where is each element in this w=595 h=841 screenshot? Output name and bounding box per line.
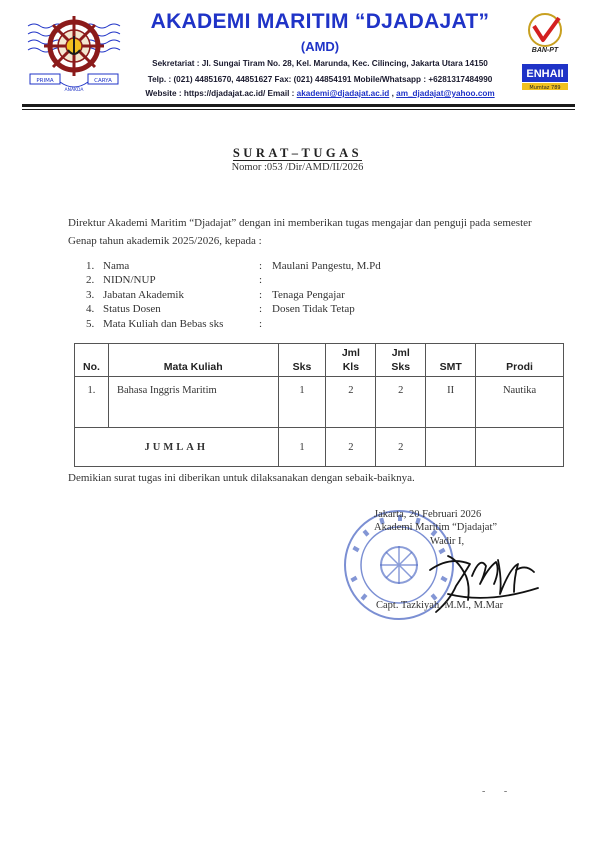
institution-abbreviation: (AMD)	[300, 39, 340, 54]
total-jml-sks: 2	[376, 428, 426, 467]
cell-jml-kls: 2	[326, 377, 376, 428]
field-colon: :	[259, 303, 263, 315]
signature-position: Wadir I,	[430, 536, 465, 547]
field-number: 2.	[86, 274, 95, 286]
document-title-text: SURAT–TUGAS	[232, 146, 363, 160]
header-jml-kls: Jml Kls	[326, 344, 376, 377]
email-link-primary[interactable]: akademi@djadajat.ac.id	[296, 89, 390, 98]
cell-mata-kuliah: Bahasa Inggris Maritim	[108, 377, 278, 428]
accreditation-badge-text: ENHAII	[526, 68, 564, 80]
total-empty	[426, 428, 476, 467]
header-jml-sks: Jml Sks	[376, 344, 426, 377]
header-prodi: Prodi	[476, 344, 564, 377]
accreditation-sub-text: Mumtaz 789	[529, 85, 561, 91]
intro-paragraph: Direktur Akademi Maritim “Djadajat” dengan ini memberikan tugas mengajar dan penguji pada semester Genap tahun akademik 2025/2026, kepada :	[68, 217, 532, 247]
field-number: 1.	[86, 260, 95, 272]
total-empty	[476, 428, 564, 467]
field-number: 4.	[86, 303, 95, 315]
cell-jml-sks: 2	[376, 377, 426, 428]
website-label: Website : https://djadajat.ac.id/ Email :	[145, 89, 297, 98]
assignment-table	[74, 343, 564, 467]
header-mata-kuliah: Mata Kuliah	[108, 344, 278, 377]
address-line: Sekretariat : Jl. Sungai Tiram No. 28, Kel. Marunda, Kec. Cilincing, Jakarta Utara 14150	[152, 59, 488, 68]
signature-place-date: Jakarta, 20 Februari 2026	[374, 509, 482, 520]
logo-ribbon-right-text: CARYA	[94, 78, 112, 84]
signatory-name: Capt. Tazkiyah, M.M., M.Mar	[376, 600, 504, 611]
institution-logo-icon	[22, 8, 126, 94]
institution-name: AKADEMI MARITIM “DJADAJAT”	[150, 10, 490, 33]
header-no: No.	[75, 344, 109, 377]
letterhead-divider	[22, 104, 575, 107]
signature-institution: Akademi Maritim “Djadajat”	[374, 522, 498, 533]
accreditation-logo-icon	[514, 10, 576, 102]
field-label-nidn: NIDN/NUP	[103, 274, 156, 286]
cell-prodi: Nautika	[476, 377, 564, 428]
document-title	[0, 146, 595, 161]
page-footer-marks: - -	[482, 786, 516, 797]
field-colon: :	[259, 260, 263, 272]
document-number: Nomor :053 /Dir/AMD/II/2026	[231, 162, 364, 173]
table-row	[75, 377, 564, 428]
field-value-nama: Maulani Pangestu, M.Pd	[272, 260, 381, 272]
closing-paragraph: Demikian surat tugas ini diberikan untuk dilaksanakan dengan sebaik-baiknya.	[68, 472, 415, 484]
field-label-status: Status Dosen	[103, 303, 161, 315]
field-label-jabatan: Jabatan Akademik	[103, 289, 184, 301]
cell-smt: II	[426, 377, 476, 428]
field-number: 5.	[86, 318, 95, 330]
total-jml-kls: 2	[326, 428, 376, 467]
email-separator: ,	[389, 89, 397, 98]
field-value-status: Dosen Tidak Tetap	[272, 303, 355, 315]
contact-line	[128, 89, 512, 98]
cell-no: 1.	[75, 377, 109, 428]
accreditation-label: BAN-PT	[531, 47, 559, 54]
field-colon: :	[259, 318, 263, 330]
field-label-nama: Nama	[103, 260, 130, 272]
table-header-row	[75, 344, 564, 377]
total-sks: 1	[278, 428, 326, 467]
field-colon: :	[259, 289, 263, 301]
field-value-jabatan: Tenaga Pengajar	[272, 289, 345, 301]
email-link-secondary[interactable]: am_djadajat@yahoo.com	[396, 89, 495, 98]
logo-ribbon-left-text: PRIMA	[36, 78, 54, 84]
header-sks: Sks	[278, 344, 326, 377]
logo-ribbon-bottom-text: ANAKDA	[64, 88, 84, 93]
cell-sks: 1	[278, 377, 326, 428]
total-label: JUMLAH	[75, 428, 279, 467]
field-number: 3.	[86, 289, 95, 301]
phone-line: Telp. : (021) 44851670, 44851627 Fax: (021) 44854191 Mobile/Whatsapp : +6281317484990	[147, 75, 493, 84]
field-colon: :	[259, 274, 263, 286]
header-smt: SMT	[426, 344, 476, 377]
table-total-row	[75, 428, 564, 467]
field-label-mata-kuliah: Mata Kuliah dan Bebas sks	[103, 318, 224, 330]
letterhead-divider-thin	[22, 109, 575, 110]
